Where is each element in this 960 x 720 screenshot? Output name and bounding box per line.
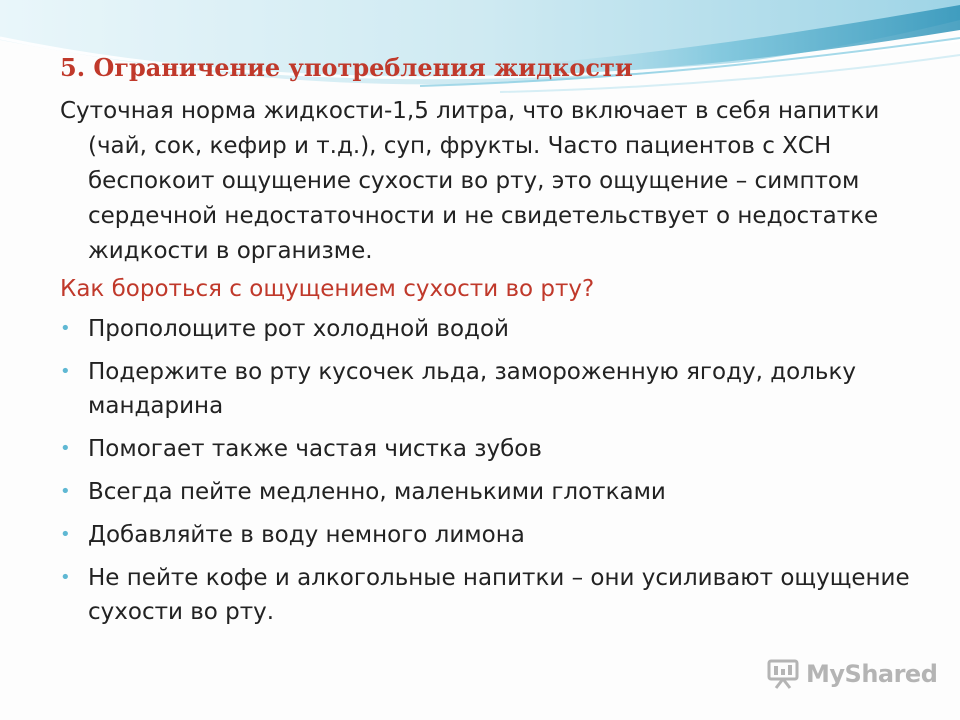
presentation-board-icon xyxy=(766,657,800,691)
tip-item xyxy=(60,312,910,346)
intro-paragraph: Суточная норма жидкости-1,5 литра, что включает в себя напитки (чай, сок, кефир и т.д.), суп, фрукты. Часто пациентов с ХСН беспокоит ощущение сухости во рту, это ощущение – симптом сердечной недостаточности и не свидетельствует о недостатке жидкости в организме. xyxy=(60,98,880,264)
tip-item xyxy=(60,475,910,509)
question-heading: Как бороться с ощущением сухости во рту? xyxy=(60,276,595,302)
bullet-icon: • xyxy=(60,567,71,588)
bullet-icon: • xyxy=(60,438,71,459)
tip-item xyxy=(60,561,910,629)
tip-text: Не пейте кофе и алкогольные напитки – они усиливают ощущение сухости во рту. xyxy=(88,565,910,625)
tip-item xyxy=(60,432,910,466)
tip-text: Помогает также частая чистка зубов xyxy=(88,436,542,462)
tip-text: Подержите во рту кусочек льда, замороженную ягоду, дольку мандарина xyxy=(88,359,856,419)
bullet-icon: • xyxy=(60,524,71,545)
tip-text: Всегда пейте медленно, маленькими глотками xyxy=(88,479,666,505)
bullet-icon: • xyxy=(60,318,71,339)
tip-text: Добавляйте в воду немного лимона xyxy=(88,522,525,548)
tip-item xyxy=(60,518,910,552)
myshared-watermark[interactable] xyxy=(766,655,937,693)
tip-text: Прополощите рот холодной водой xyxy=(88,316,509,342)
bullet-icon: • xyxy=(60,361,71,382)
bullet-icon: • xyxy=(60,481,71,502)
tips-list xyxy=(60,312,910,638)
slide-title: 5. Ограничение употребления жидкости xyxy=(60,53,633,82)
watermark-logo-text: MyShared xyxy=(806,660,938,688)
tip-item xyxy=(60,355,910,423)
